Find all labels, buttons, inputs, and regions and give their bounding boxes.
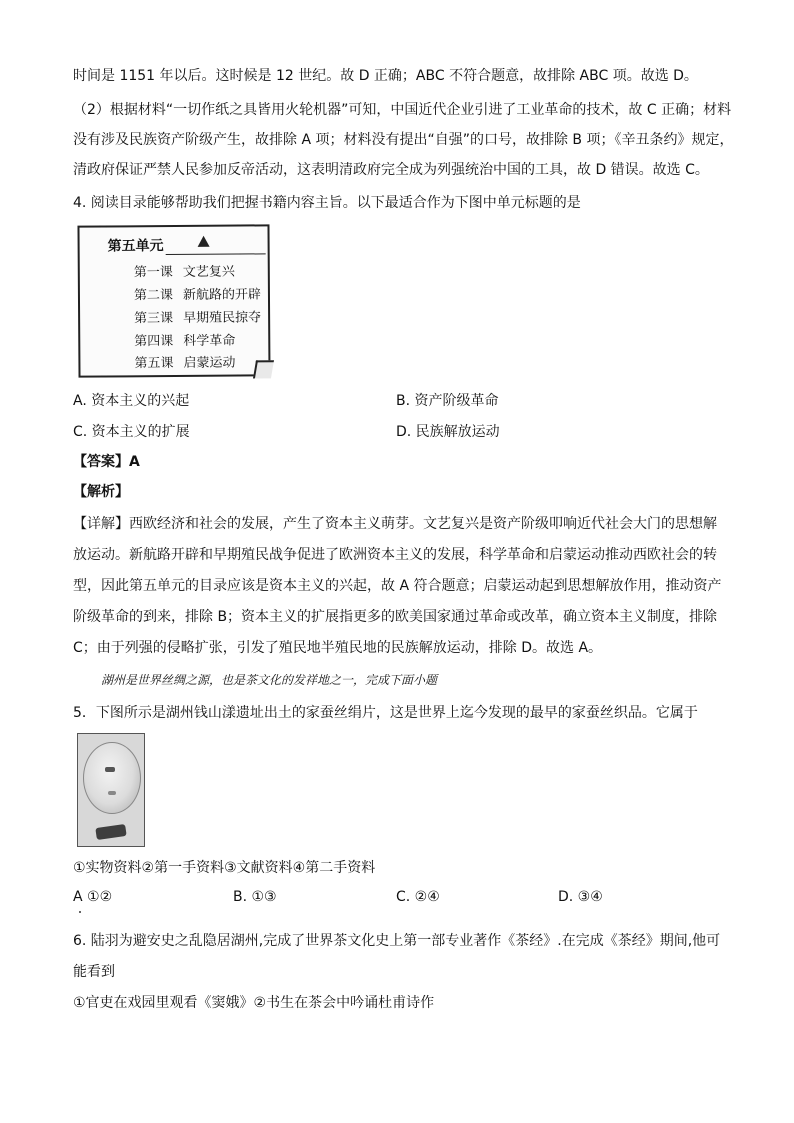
explanation-line: 型，因此第五单元的目录应该是资本主义的兴起，故 A 符合题意；启蒙运动起到思想解放作用，推动资产: [73, 578, 722, 594]
page-fold-icon: [253, 360, 274, 378]
silk-fragment-photo: [77, 733, 145, 847]
toc-lesson: 第五课 启蒙运动: [134, 355, 236, 372]
option-b: B. 资产阶级革命: [396, 393, 499, 409]
text-line: 时间是 1151 年以后。这时候是 12 世纪。故 D 正确；ABC 不符合题意，故排除 ABC 项。故选 D。: [73, 68, 698, 84]
q6-items: ①官吏在戏园里观看《窦娥》②书生在茶会中吟诵杜甫诗作: [73, 995, 435, 1011]
explanation-line: 放运动。新航路开辟和早期殖民战争促进了欧洲资本主义的发展，科学革命和启蒙运动推动西欧社会的转: [73, 547, 717, 563]
explanation-line: 【详解】西欧经济和社会的发展，产生了资本主义萌芽。文艺复兴是资产阶级叩响近代社会大门的思想解: [73, 516, 717, 532]
option-d: D. 民族解放运动: [396, 424, 500, 440]
question-4: 4. 阅读目录能够帮助我们把握书籍内容主旨。以下最适合作为下图中单元标题的是: [73, 195, 581, 211]
silk-fabric: [95, 824, 126, 840]
petri-dish: [83, 742, 141, 814]
toc-lesson: 第三课 早期殖民掠夺: [134, 310, 262, 327]
table-of-contents-figure: [77, 224, 270, 377]
explanation-line: 阶级革命的到来，排除 B；资本主义的扩展指更多的欧美国家通过革命或改革，确立资本主义制度，排除: [73, 609, 718, 625]
option-c: C. 资本主义的扩展: [73, 424, 190, 440]
q5-option-a: A ①②: [73, 889, 113, 905]
option-a: A. 资本主义的兴起: [73, 393, 190, 409]
toc-unit-title: 第五单元: [107, 238, 164, 255]
title-blank-line: [166, 253, 266, 255]
analysis-label: 【解析】: [73, 484, 129, 500]
triangle-icon: [198, 236, 210, 247]
toc-lesson: 第四课 科学革命: [134, 333, 236, 350]
text-line: （2）根据材料“一切作纸之具皆用火轮机器”可知，中国近代企业引进了工业革命的技术，故 C 正确；材料: [73, 102, 732, 118]
q5-option-b: B. ①③: [233, 889, 277, 905]
answer-label: 【答案】A: [73, 454, 140, 470]
toc-lesson: 第一课 文艺复兴: [133, 264, 235, 281]
q5-items: ①实物资料②第一手资料③文献资料④第二手资料: [73, 860, 376, 876]
material-note: 湖州是世界丝绸之源，也是茶文化的发祥地之一，完成下面小题: [101, 673, 438, 687]
q5-option-d: D. ③④: [558, 889, 603, 905]
question-6: 6. 陆羽为避安史之乱隐居湖州,完成了世界茶文化史上第一部专业著作《茶经》.在完成《茶经》期间,他可: [73, 933, 721, 949]
q5-option-c: C. ②④: [396, 889, 440, 905]
explanation-line: C；由于列强的侵略扩张，引发了殖民地半殖民地的民族解放运动，排除 D。故选 A。: [73, 640, 603, 656]
toc-lesson: 第二课 新航路的开辟: [133, 287, 262, 304]
text-line: 没有涉及民族资产阶级产生，故排除 A 项；材料没有提出“自强”的口号，故排除 B 项；《辛丑条约》规定，: [73, 132, 734, 148]
question-5: 5．下图所示是湖州钱山漾遗址出土的家蚕丝绢片，这是世界上迄今发现的最早的家蚕丝织品。它属于: [73, 705, 698, 721]
text-line: 清政府保证严禁人民参加反帝活动，这表明清政府完全成为列强统治中国的工具，故 D 错误。故选 C。: [73, 162, 709, 178]
question-6-cont: 能看到: [73, 964, 115, 980]
